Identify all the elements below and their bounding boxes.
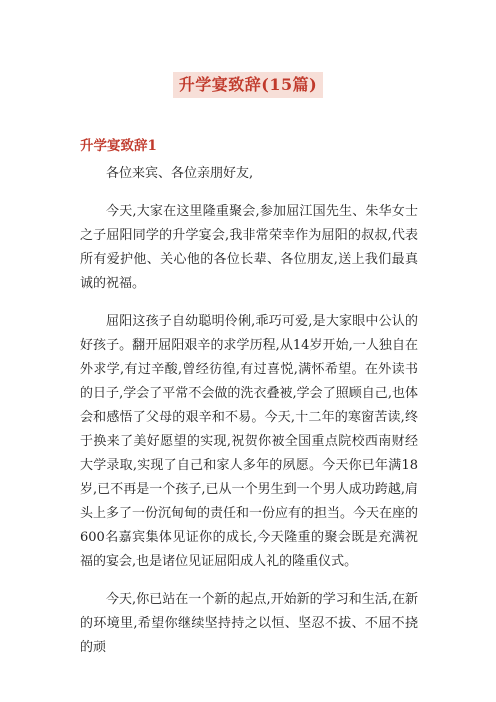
section-heading: 升学宴致辞1	[80, 138, 157, 154]
paragraph-greeting: 各位来宾、各位亲朋好友,	[106, 166, 254, 181]
title-container	[0, 72, 496, 98]
paragraph-introduction: 今天,大家在这里隆重聚会,参加屈江国先生、朱华女士之子屈阳同学的升学宴会,我非常荣幸作为屈阳的叔叔,代表所有爱护他、关心他的各位长辈、各位朋友,送上我们最真诚的祝福。	[80, 204, 418, 291]
document-title: 升学宴致辞(15篇)	[173, 72, 323, 98]
paragraph-wishes: 今天,你已站在一个新的起点,开始新的学习和生活,在新的环境里,希望你继续坚持持之以恒、坚忍不拔、不屈不挠的顽	[80, 592, 418, 655]
document-body	[80, 162, 418, 674]
paragraph-story: 屈阳这孩子自幼聪明伶俐,乖巧可爱,是大家眼中公认的好孩子。翻开屈阳艰辛的求学历程,从14岁开始,一人独自在外求学,有过辛酸,曾经彷徨,有过喜悦,满怀希望。在外读书的日子,学会了平常不会做的洗衣叠被,学会了照顾自己,也体会和感悟了父母的艰辛和不易。今天,十二年的寒窗苦读,终于换来了美好愿望的实现,祝贺你被全国重点院校西南财经大学录取,实现了自己和家人多年的夙愿。今天你已年满18岁,已不再是一个孩子,已从一个男生到一个男人成功跨越,肩头上多了一份沉甸甸的责任和一份应有的担当。今天在座的600名嘉宾集体见证你的成长,今天隆重的聚会既是充满祝福的宴会,也是诸位见证屈阳成人礼的隆重仪式。	[80, 314, 419, 569]
